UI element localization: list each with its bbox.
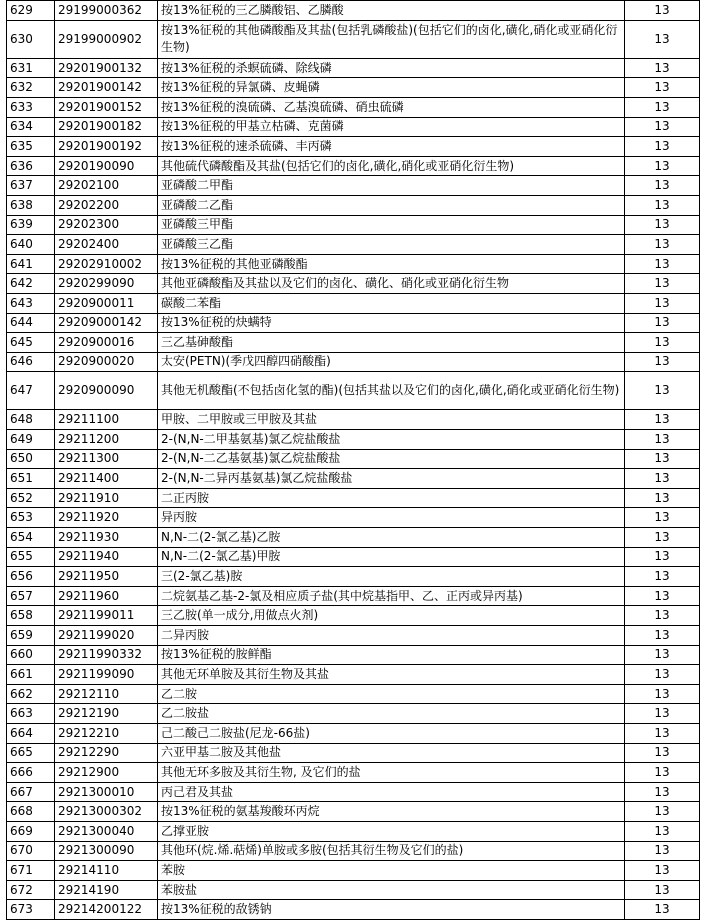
description-cell: 2-(N,N-二甲基氨基)氯乙烷盐酸盐 [158, 430, 625, 450]
description-cell: 丙己君及其盐 [158, 782, 625, 802]
tariff-code-cell: 29199000902 [55, 20, 158, 58]
table-row [7, 528, 700, 548]
tax-rate-cell: 13 [625, 372, 700, 410]
tariff-code-cell: 2921300040 [55, 821, 158, 841]
table-row [7, 195, 700, 215]
row-number-cell: 671 [7, 861, 55, 881]
row-number-cell: 653 [7, 508, 55, 528]
description-cell: 亚磷酸二乙酯 [158, 195, 625, 215]
table-row [7, 333, 700, 353]
tariff-code-cell: 29212190 [55, 704, 158, 724]
description-cell: 三乙胺(单一成分,用做点火剂) [158, 606, 625, 626]
tariff-code-cell: 2921300010 [55, 782, 158, 802]
table-row [7, 1, 700, 21]
tax-rate-cell: 13 [625, 293, 700, 313]
tax-rate-cell: 13 [625, 176, 700, 196]
description-cell: 三乙基砷酸酯 [158, 333, 625, 353]
tax-rate-cell: 13 [625, 235, 700, 255]
tariff-code-cell: 29212900 [55, 763, 158, 783]
tax-rate-cell: 13 [625, 567, 700, 587]
tax-rate-cell: 13 [625, 78, 700, 98]
tax-rate-cell: 13 [625, 156, 700, 176]
description-cell: 按13%征税的其他磷酸酯及其盐(包括乳磷酸盐)(包括它们的卤化,磺化,硝化或亚硝化衍生物) [158, 20, 625, 58]
tax-rate-cell: 13 [625, 20, 700, 58]
row-number-cell: 668 [7, 802, 55, 822]
tariff-code-cell: 29211950 [55, 567, 158, 587]
tariff-code-cell: 2920190090 [55, 156, 158, 176]
description-cell: 按13%征税的敌锈钠 [158, 900, 625, 920]
table-row [7, 20, 700, 58]
description-cell: 二异丙胺 [158, 626, 625, 646]
description-cell: 其他亚磷酸酯及其盐以及它们的卤化、磺化、硝化或亚硝化衍生物 [158, 274, 625, 294]
description-cell: 按13%征税的其他亚磷酸酯 [158, 254, 625, 274]
row-number-cell: 646 [7, 352, 55, 372]
row-number-cell: 640 [7, 235, 55, 255]
tariff-code-cell: 29214110 [55, 861, 158, 881]
table-row [7, 567, 700, 587]
tariff-code-cell: 29211200 [55, 430, 158, 450]
table-row [7, 176, 700, 196]
tax-rate-cell: 13 [625, 137, 700, 157]
row-number-cell: 669 [7, 821, 55, 841]
table-row [7, 58, 700, 78]
tax-rate-cell: 13 [625, 547, 700, 567]
description-cell: 苯胺 [158, 861, 625, 881]
tax-rate-cell: 13 [625, 195, 700, 215]
tariff-code-cell: 29202200 [55, 195, 158, 215]
tax-rate-cell: 13 [625, 508, 700, 528]
description-cell: 其他无机酸酯(不包括卤化氢的酯)(包括其盐以及它们的卤化,磺化,硝化或亚硝化衍生物) [158, 372, 625, 410]
row-number-cell: 672 [7, 880, 55, 900]
tax-rate-cell: 13 [625, 449, 700, 469]
description-cell: 按13%征税的杀螟硫磷、除线磷 [158, 58, 625, 78]
description-cell: 己二酸己二胺盐(尼龙-66盐) [158, 723, 625, 743]
description-cell: 亚磷酸三甲酯 [158, 215, 625, 235]
table-row [7, 156, 700, 176]
row-number-cell: 670 [7, 841, 55, 861]
tariff-code-cell: 29202400 [55, 235, 158, 255]
table-row [7, 235, 700, 255]
table-row [7, 704, 700, 724]
row-number-cell: 644 [7, 313, 55, 333]
tariff-code-cell: 29214190 [55, 880, 158, 900]
tariff-code-cell: 29211920 [55, 508, 158, 528]
table-row [7, 586, 700, 606]
table-row [7, 254, 700, 274]
tax-rate-cell: 13 [625, 274, 700, 294]
row-number-cell: 661 [7, 665, 55, 685]
description-cell: 三(2-氯乙基)胺 [158, 567, 625, 587]
description-cell: 按13%征税的炔螨特 [158, 313, 625, 333]
tariff-code-cell: 29202300 [55, 215, 158, 235]
row-number-cell: 658 [7, 606, 55, 626]
tax-rate-cell: 13 [625, 528, 700, 548]
tariff-code-cell: 29201900192 [55, 137, 158, 157]
table-row [7, 508, 700, 528]
table-row [7, 372, 700, 410]
tax-rate-cell: 13 [625, 469, 700, 489]
tax-rate-cell: 13 [625, 880, 700, 900]
tax-rate-cell: 13 [625, 410, 700, 430]
row-number-cell: 636 [7, 156, 55, 176]
description-cell: N,N-二(2-氯乙基)甲胺 [158, 547, 625, 567]
description-cell: 甲胺、二甲胺或三甲胺及其盐 [158, 410, 625, 430]
row-number-cell: 654 [7, 528, 55, 548]
row-number-cell: 656 [7, 567, 55, 587]
tariff-code-cell: 29212210 [55, 723, 158, 743]
tax-rate-cell: 13 [625, 333, 700, 353]
row-number-cell: 643 [7, 293, 55, 313]
tax-rate-cell: 13 [625, 254, 700, 274]
tax-rate-cell: 13 [625, 861, 700, 881]
table-row [7, 743, 700, 763]
table-row [7, 802, 700, 822]
description-cell: 亚磷酸二甲酯 [158, 176, 625, 196]
tax-rate-cell: 13 [625, 97, 700, 117]
tax-rate-cell: 13 [625, 488, 700, 508]
tax-rate-cell: 13 [625, 900, 700, 920]
tariff-code-cell: 29214200122 [55, 900, 158, 920]
table-row [7, 313, 700, 333]
table-row [7, 137, 700, 157]
description-cell: 太安(PETN)(季戊四醇四硝酸酯) [158, 352, 625, 372]
tax-rate-cell: 13 [625, 821, 700, 841]
tax-rate-cell: 13 [625, 645, 700, 665]
row-number-cell: 665 [7, 743, 55, 763]
tariff-code-cell: 2921199011 [55, 606, 158, 626]
table-row [7, 410, 700, 430]
table-row [7, 723, 700, 743]
table-row [7, 274, 700, 294]
tariff-code-cell: 2920900090 [55, 372, 158, 410]
table-row [7, 78, 700, 98]
tariff-code-cell: 2921199090 [55, 665, 158, 685]
description-cell: 按13%征税的溴硫磷、乙基溴硫磷、硝虫硫磷 [158, 97, 625, 117]
description-cell: 其他无环单胺及其衍生物及其盐 [158, 665, 625, 685]
table-row [7, 293, 700, 313]
description-cell: 2-(N,N-二乙基氨基)氯乙烷盐酸盐 [158, 449, 625, 469]
table-row [7, 606, 700, 626]
table-row [7, 352, 700, 372]
table-row [7, 665, 700, 685]
description-cell: 苯胺盐 [158, 880, 625, 900]
table-row [7, 841, 700, 861]
tariff-code-cell: 29211930 [55, 528, 158, 548]
row-number-cell: 650 [7, 449, 55, 469]
tariff-code-cell: 29202910002 [55, 254, 158, 274]
description-cell: 按13%征税的氨基羧酸环丙烷 [158, 802, 625, 822]
tax-rate-cell: 13 [625, 586, 700, 606]
tariff-code-cell: 29211990332 [55, 645, 158, 665]
table-row [7, 449, 700, 469]
row-number-cell: 663 [7, 704, 55, 724]
row-number-cell: 635 [7, 137, 55, 157]
tariff-code-cell: 29212290 [55, 743, 158, 763]
tariff-code-cell: 29211960 [55, 586, 158, 606]
tariff-code-cell: 29213000302 [55, 802, 158, 822]
description-cell: 乙二胺盐 [158, 704, 625, 724]
tariff-code-cell: 29201900152 [55, 97, 158, 117]
row-number-cell: 652 [7, 488, 55, 508]
tariff-code-cell: 29211300 [55, 449, 158, 469]
row-number-cell: 657 [7, 586, 55, 606]
description-cell: 按13%征税的甲基立枯磷、克菌磷 [158, 117, 625, 137]
description-cell: 2-(N,N-二异丙基氨基)氯乙烷盐酸盐 [158, 469, 625, 489]
tax-rate-cell: 13 [625, 117, 700, 137]
tariff-code-cell: 2920900016 [55, 333, 158, 353]
tax-rate-cell: 13 [625, 802, 700, 822]
tax-rate-cell: 13 [625, 626, 700, 646]
tariff-code-cell: 29202100 [55, 176, 158, 196]
row-number-cell: 634 [7, 117, 55, 137]
description-cell: 乙二胺 [158, 684, 625, 704]
description-cell: 亚磷酸三乙酯 [158, 235, 625, 255]
row-number-cell: 651 [7, 469, 55, 489]
description-cell: 其他无环多胺及其衍生物, 及它们的盐 [158, 763, 625, 783]
tax-rate-cell: 13 [625, 841, 700, 861]
table-row [7, 684, 700, 704]
table-row [7, 763, 700, 783]
tax-rate-cell: 13 [625, 215, 700, 235]
tariff-code-cell: 29211100 [55, 410, 158, 430]
tariff-code-cell: 29199000362 [55, 1, 158, 21]
tax-rate-table [6, 0, 700, 920]
description-cell: N,N-二(2-氯乙基)乙胺 [158, 528, 625, 548]
table-row [7, 430, 700, 450]
table-row [7, 215, 700, 235]
row-number-cell: 641 [7, 254, 55, 274]
row-number-cell: 630 [7, 20, 55, 58]
row-number-cell: 648 [7, 410, 55, 430]
description-cell: 按13%征税的三乙膦酸铝、乙膦酸 [158, 1, 625, 21]
row-number-cell: 642 [7, 274, 55, 294]
table-row [7, 880, 700, 900]
table-row [7, 900, 700, 920]
description-cell: 其他硫代磷酸酯及其盐(包括它们的卤化,磺化,硝化或亚硝化衍生物) [158, 156, 625, 176]
tax-rate-cell: 13 [625, 763, 700, 783]
table-row [7, 626, 700, 646]
row-number-cell: 645 [7, 333, 55, 353]
tax-rate-cell: 13 [625, 430, 700, 450]
row-number-cell: 666 [7, 763, 55, 783]
tax-rate-cell: 13 [625, 352, 700, 372]
tariff-code-cell: 2920900011 [55, 293, 158, 313]
table-row [7, 861, 700, 881]
tariff-code-cell: 2920299090 [55, 274, 158, 294]
row-number-cell: 660 [7, 645, 55, 665]
table-row [7, 782, 700, 802]
row-number-cell: 664 [7, 723, 55, 743]
table-row [7, 645, 700, 665]
table-body [7, 1, 700, 920]
row-number-cell: 649 [7, 430, 55, 450]
tax-rate-cell: 13 [625, 1, 700, 21]
tax-rate-cell: 13 [625, 684, 700, 704]
description-cell: 其他环(烷.烯.萜烯)单胺或多胺(包括其衍生物及它们的盐) [158, 841, 625, 861]
table-row [7, 469, 700, 489]
row-number-cell: 637 [7, 176, 55, 196]
row-number-cell: 662 [7, 684, 55, 704]
row-number-cell: 639 [7, 215, 55, 235]
table-row [7, 117, 700, 137]
tax-rate-cell: 13 [625, 58, 700, 78]
tax-rate-cell: 13 [625, 704, 700, 724]
table-row [7, 547, 700, 567]
tariff-code-cell: 29209000142 [55, 313, 158, 333]
row-number-cell: 632 [7, 78, 55, 98]
tax-rate-cell: 13 [625, 313, 700, 333]
tariff-code-cell: 29212110 [55, 684, 158, 704]
tariff-code-cell: 2920900020 [55, 352, 158, 372]
description-cell: 碳酸二苯酯 [158, 293, 625, 313]
tariff-code-cell: 29211910 [55, 488, 158, 508]
tariff-code-cell: 29201900132 [55, 58, 158, 78]
tariff-code-cell: 29211400 [55, 469, 158, 489]
tariff-code-cell: 29211940 [55, 547, 158, 567]
row-number-cell: 673 [7, 900, 55, 920]
table-row [7, 821, 700, 841]
tariff-code-cell: 2921300090 [55, 841, 158, 861]
table-row [7, 97, 700, 117]
description-cell: 按13%征税的胺鲜酯 [158, 645, 625, 665]
description-cell: 乙撑亚胺 [158, 821, 625, 841]
description-cell: 按13%征税的异氯磷、皮蝇磷 [158, 78, 625, 98]
row-number-cell: 647 [7, 372, 55, 410]
row-number-cell: 629 [7, 1, 55, 21]
tax-rate-cell: 13 [625, 723, 700, 743]
table-row [7, 488, 700, 508]
row-number-cell: 631 [7, 58, 55, 78]
row-number-cell: 638 [7, 195, 55, 215]
tax-rate-cell: 13 [625, 743, 700, 763]
row-number-cell: 667 [7, 782, 55, 802]
tariff-code-cell: 2921199020 [55, 626, 158, 646]
row-number-cell: 633 [7, 97, 55, 117]
tariff-code-cell: 29201900182 [55, 117, 158, 137]
row-number-cell: 655 [7, 547, 55, 567]
tax-rate-cell: 13 [625, 606, 700, 626]
tax-rate-cell: 13 [625, 782, 700, 802]
description-cell: 二烷氨基乙基-2-氯及相应质子盐(其中烷基指甲、乙、正丙或异丙基) [158, 586, 625, 606]
row-number-cell: 659 [7, 626, 55, 646]
tax-rate-cell: 13 [625, 665, 700, 685]
description-cell: 异丙胺 [158, 508, 625, 528]
description-cell: 按13%征税的速杀硫磷、丰丙磷 [158, 137, 625, 157]
description-cell: 六亚甲基二胺及其他盐 [158, 743, 625, 763]
tariff-code-cell: 29201900142 [55, 78, 158, 98]
description-cell: 二正丙胺 [158, 488, 625, 508]
